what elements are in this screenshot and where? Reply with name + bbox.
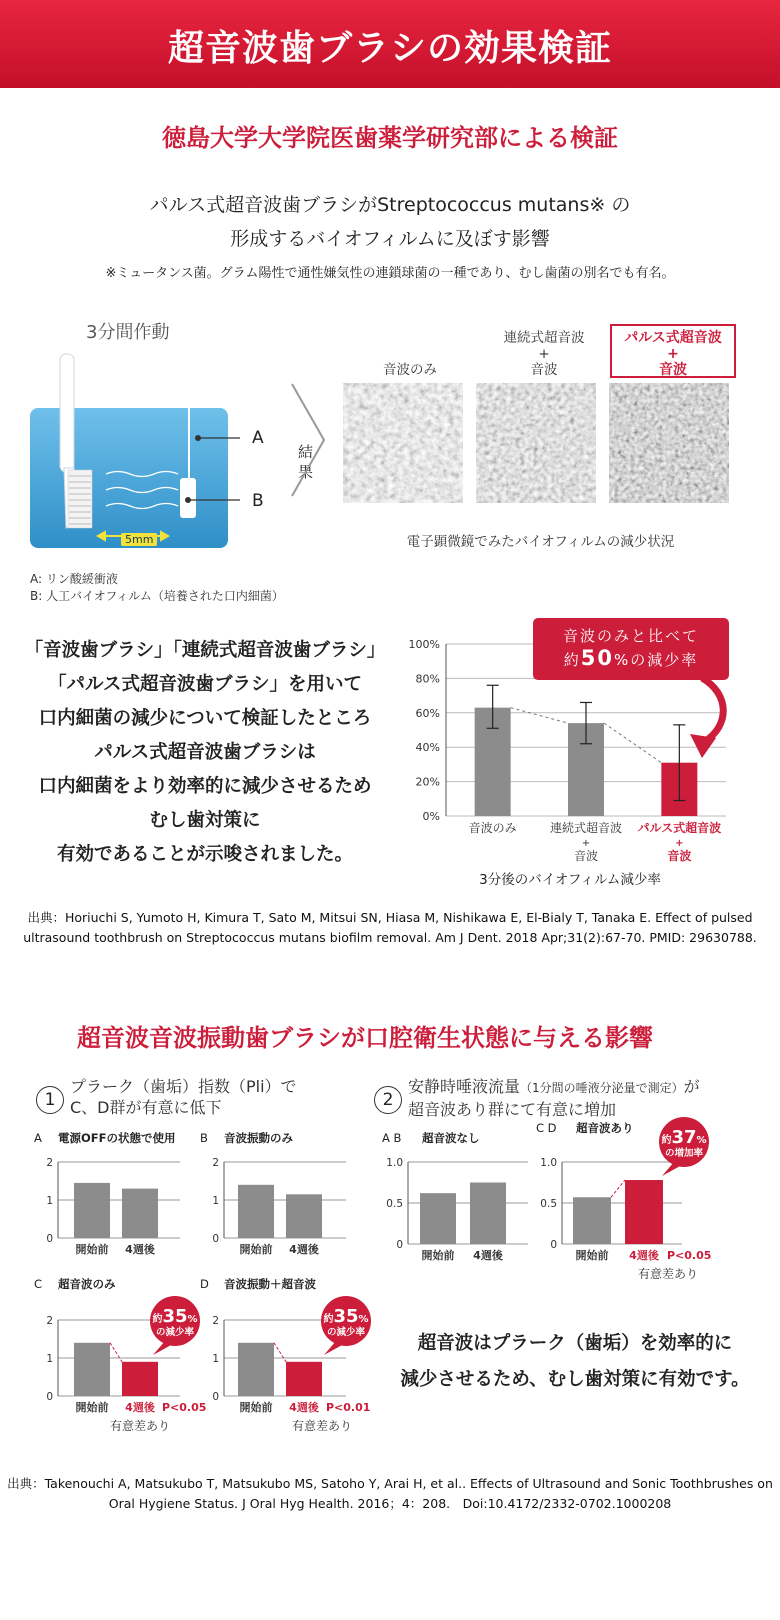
item1-number: 1 <box>36 1086 64 1114</box>
toothbrush-handle <box>60 354 74 472</box>
bar <box>286 1362 322 1396</box>
x-tick-label: 4週後 <box>125 1401 155 1414</box>
micrograph-continuous-ultrasound <box>476 383 596 503</box>
legend-a: A: リン酸緩衝液 <box>30 572 118 586</box>
x-tick-label: 4週後 <box>289 1401 319 1414</box>
result-char-1: 結 <box>298 443 314 461</box>
chart-title: 超音波なし <box>422 1131 480 1145</box>
micrograph-pulse-ultrasound <box>609 383 729 503</box>
x-tick-label: 開始前 <box>75 1401 109 1414</box>
y-tick-label: 2 <box>46 1315 53 1327</box>
label-a: A <box>252 428 264 448</box>
study2-citation-line2: Oral Hygiene Status. J Oral Hyg Health. 2016；4：208. Doi:10.4172/2332-0702.1000208 <box>108 1496 672 1511</box>
badge-prefix: 約 <box>661 1135 672 1146</box>
item1-line2: C、D群が有意に低下 <box>70 1098 222 1117</box>
x-tick-label: パルス式超音波 <box>637 821 722 835</box>
badge-unit: % <box>358 1314 369 1325</box>
study2-summary <box>390 1326 760 1398</box>
study1-citation-line2: ultrasound toothbrush on Streptococcus mutans biofilm removal. Am J Dent. 2018 Apr;31(2):67-70. PMID: 29630788. <box>23 930 757 945</box>
x-tick-label: 4週後 <box>289 1243 319 1256</box>
summary-line1: 超音波はプラーク（歯垢）を効率的に <box>417 1333 733 1354</box>
badge-number: 35 <box>162 1306 188 1327</box>
chevron-right-icon <box>284 380 334 500</box>
y-tick-label: 0% <box>422 810 440 823</box>
y-tick-label: 1 <box>46 1353 53 1365</box>
y-tick-label: 80% <box>415 672 440 686</box>
y-tick-label: 0 <box>212 1233 219 1245</box>
study1-body <box>10 634 400 872</box>
duration-label: 3分間作動 <box>86 322 170 343</box>
y-tick-label: 0.5 <box>540 1198 557 1210</box>
callout-prefix: 約 <box>563 651 581 669</box>
chart-group-label: C <box>34 1277 43 1291</box>
badge-tail <box>153 1341 173 1355</box>
body-line-6: むし歯対策に <box>149 810 261 831</box>
saliva-chart-ab <box>378 1130 538 1270</box>
percent-badge <box>321 1296 371 1355</box>
pli-chart-a <box>30 1130 190 1260</box>
y-tick-label: 0 <box>46 1233 53 1245</box>
experiment-diagram <box>28 350 278 560</box>
bar <box>122 1189 158 1238</box>
badge-tail <box>662 1162 682 1176</box>
badge-prefix: 約 <box>323 1314 334 1325</box>
item1-line1: プラーク（歯垢）指数（Pli）で <box>70 1077 297 1096</box>
study2-citation-line1: 出典：Takenouchi A, Matsukubo T, Matsukubo MS, Satoho Y, Arai H, et al.. Effects of Ultrasound and Sonic Toothbrushes on <box>7 1476 773 1491</box>
body-line-3: 口内細菌の減少について検証したところ <box>38 708 372 729</box>
legend-b: B: 人工バイオフィルム（培養された口内細菌） <box>30 589 284 603</box>
y-tick-label: 0 <box>396 1239 403 1251</box>
item2-line1-b: （1分間の唾液分泌量で測定） <box>520 1081 684 1095</box>
callout-line1: 音波のみと比べて <box>562 627 699 645</box>
body-line-5: 口内細菌をより効率的に減少させるため <box>38 776 372 797</box>
callout-value: 50 <box>580 646 614 670</box>
pli-chart-b <box>196 1130 356 1260</box>
study1-citation <box>10 908 770 948</box>
condition-3-line3: 音波 <box>659 362 687 378</box>
badge-text: の減少率 <box>326 1327 366 1338</box>
bar <box>74 1343 110 1396</box>
trend-line <box>611 1180 625 1197</box>
item2-number: 2 <box>374 1086 402 1114</box>
p-value: P<0.05 <box>667 1249 712 1262</box>
x-tick-label: + <box>675 838 684 849</box>
callout-suffix: %の減少率 <box>613 651 699 669</box>
bar <box>238 1343 274 1396</box>
pli-chart-c <box>30 1276 207 1446</box>
study1-footnote: ※ミュータンス菌。グラム陽性で通性嫌気性の連鎖球菌の一種であり、むし歯菌の別名でも有名。 <box>105 266 675 281</box>
trend-line <box>511 708 568 723</box>
x-tick-label: 音波のみ <box>468 821 517 835</box>
condition-2-line3: 音波 <box>530 362 558 378</box>
p-value: P<0.01 <box>326 1401 371 1414</box>
x-tick-label: 音波 <box>573 849 599 863</box>
trend-line <box>604 723 661 763</box>
percent-badge <box>659 1117 709 1176</box>
condition-3-line1: パルス式超音波 <box>624 330 722 346</box>
condition-1-line1: 音波のみ <box>383 362 437 378</box>
toothbrush-bristles <box>68 470 92 528</box>
micrograph-sonic-only <box>343 383 463 503</box>
x-tick-label: + <box>581 838 591 849</box>
body-line-7: 有効であることが示唆されました。 <box>56 844 353 865</box>
condition-label-2 <box>478 330 610 378</box>
badge-unit: % <box>187 1314 198 1325</box>
saliva-chart-cd <box>532 1120 722 1290</box>
trend-line <box>110 1343 122 1362</box>
condition-label-3 <box>610 324 736 378</box>
y-tick-label: 1 <box>46 1195 53 1207</box>
percent-badge <box>150 1296 200 1355</box>
badge-text: の増加率 <box>664 1148 704 1159</box>
chart-group-label: B <box>200 1131 208 1145</box>
micrographs <box>343 383 738 503</box>
study1-citation-line1: 出典：Horiuchi S, Yumoto H, Kimura T, Sato M, Mitsui SN, Hiasa M, Nishikawa E, El-Bialy T, Tanaka E. Effect of pulsed <box>27 910 753 925</box>
bar <box>625 1180 663 1244</box>
y-tick-label: 2 <box>212 1315 219 1327</box>
study1-subtitle-line2: 形成するバイオフィルムに及ぼす影響 <box>230 228 550 250</box>
result-char-2: 果 <box>298 463 314 481</box>
bar <box>573 1197 611 1244</box>
summary-line2: 減少させるため、むし歯対策に有効です。 <box>400 1369 750 1390</box>
y-tick-label: 40% <box>415 741 440 755</box>
study1-title: 徳島大学大学院医歯薬学研究部による検証 <box>162 124 618 152</box>
y-tick-label: 0 <box>212 1391 219 1403</box>
study2-title: 超音波音波振動歯ブラシが口腔衛生状態に与える影響 <box>77 1024 653 1052</box>
bar <box>238 1185 274 1238</box>
item2-line2: 超音波あり群にて有意に増加 <box>408 1100 617 1119</box>
y-tick-label: 1.0 <box>540 1157 557 1169</box>
chart-group-label: A <box>34 1131 42 1145</box>
chart-group-label: C D <box>536 1121 557 1135</box>
x-tick-label: 開始前 <box>575 1249 609 1262</box>
chart-title: 音波振動のみ <box>224 1131 293 1145</box>
significance-label: 有意差あり <box>637 1267 699 1281</box>
label-b: B <box>252 491 264 511</box>
item1-heading <box>70 1076 297 1118</box>
y-tick-label: 100% <box>408 638 440 651</box>
bar <box>286 1194 322 1238</box>
y-tick-label: 60% <box>415 706 440 720</box>
x-tick-label: 4週後 <box>629 1249 659 1262</box>
pli-chart-d <box>196 1276 376 1446</box>
study2-citation <box>5 1474 775 1514</box>
bar <box>122 1362 158 1396</box>
bar <box>420 1193 456 1244</box>
x-tick-label: 4週後 <box>473 1249 503 1262</box>
chart-title: 超音波あり <box>576 1121 634 1135</box>
body-line-1: 「音波歯ブラシ」「連続式超音波歯ブラシ」 <box>24 640 386 661</box>
badge-tail <box>324 1341 344 1355</box>
chart-title: 電源OFFの状態で使用 <box>58 1131 176 1145</box>
item2-line1 <box>408 1076 700 1099</box>
y-tick-label: 2 <box>212 1157 219 1169</box>
badge-number: 35 <box>333 1306 359 1327</box>
bar <box>470 1183 506 1245</box>
y-tick-label: 1 <box>212 1195 219 1207</box>
chart-title: 音波振動＋超音波 <box>224 1277 316 1291</box>
y-tick-label: 2 <box>46 1157 53 1169</box>
chart-title: 超音波のみ <box>58 1277 116 1291</box>
chart-group-label: A B <box>382 1131 402 1145</box>
x-tick-label: 開始前 <box>239 1243 273 1256</box>
page-title: 超音波歯ブラシの効果検証 <box>167 28 612 69</box>
condition-3-line2: + <box>667 346 679 362</box>
x-tick-label: 開始前 <box>239 1401 273 1414</box>
significance-label: 有意差あり <box>291 1419 353 1433</box>
micrograph-caption: 電子顕微鏡でみたバイオフィルムの減少状況 <box>406 534 675 550</box>
callout-arrow-icon <box>680 676 740 766</box>
condition-2-line2: + <box>538 346 550 362</box>
body-line-4: パルス式超音波歯ブラシは <box>94 742 316 763</box>
y-tick-label: 1.0 <box>386 1157 403 1169</box>
x-tick-label: 開始前 <box>75 1243 109 1256</box>
y-tick-label: 0 <box>550 1239 557 1251</box>
distance-label: 5mm <box>121 533 157 546</box>
x-tick-label: 開始前 <box>421 1249 455 1262</box>
y-tick-label: 0 <box>46 1391 53 1403</box>
study1-subtitle-line1: パルス式超音波歯ブラシがStreptococcus mutans※ の <box>149 194 631 216</box>
significance-label: 有意差あり <box>109 1419 171 1433</box>
y-tick-label: 0.5 <box>386 1198 403 1210</box>
y-tick-label: 1 <box>212 1353 219 1365</box>
p-value: P<0.05 <box>162 1401 207 1414</box>
x-tick-label: 連続式超音波 <box>549 821 623 835</box>
condition-label-1 <box>345 362 475 378</box>
badge-prefix: 約 <box>152 1314 163 1325</box>
bar <box>74 1183 110 1238</box>
x-tick-label: 音波 <box>667 849 692 863</box>
item2-line1-a: 安静時唾液流量 <box>408 1077 521 1096</box>
x-tick-label: 4週後 <box>125 1243 155 1256</box>
biofilm-callout <box>533 618 729 680</box>
callout-line2 <box>533 646 729 670</box>
body-line-2: 「パルス式超音波歯ブラシ」を用いて <box>48 674 362 695</box>
chart-group-label: D <box>200 1277 209 1291</box>
item2-heading <box>408 1076 700 1120</box>
badge-number: 37 <box>671 1127 697 1148</box>
biofilm-chart-caption: 3分後のバイオフィルム減少率 <box>479 872 661 888</box>
badge-unit: % <box>696 1135 707 1146</box>
badge-text: の減少率 <box>155 1327 195 1338</box>
trend-line <box>274 1343 286 1362</box>
y-tick-label: 20% <box>415 775 440 789</box>
item2-line1-c: が <box>683 1077 700 1096</box>
condition-2-line1: 連続式超音波 <box>503 330 585 346</box>
